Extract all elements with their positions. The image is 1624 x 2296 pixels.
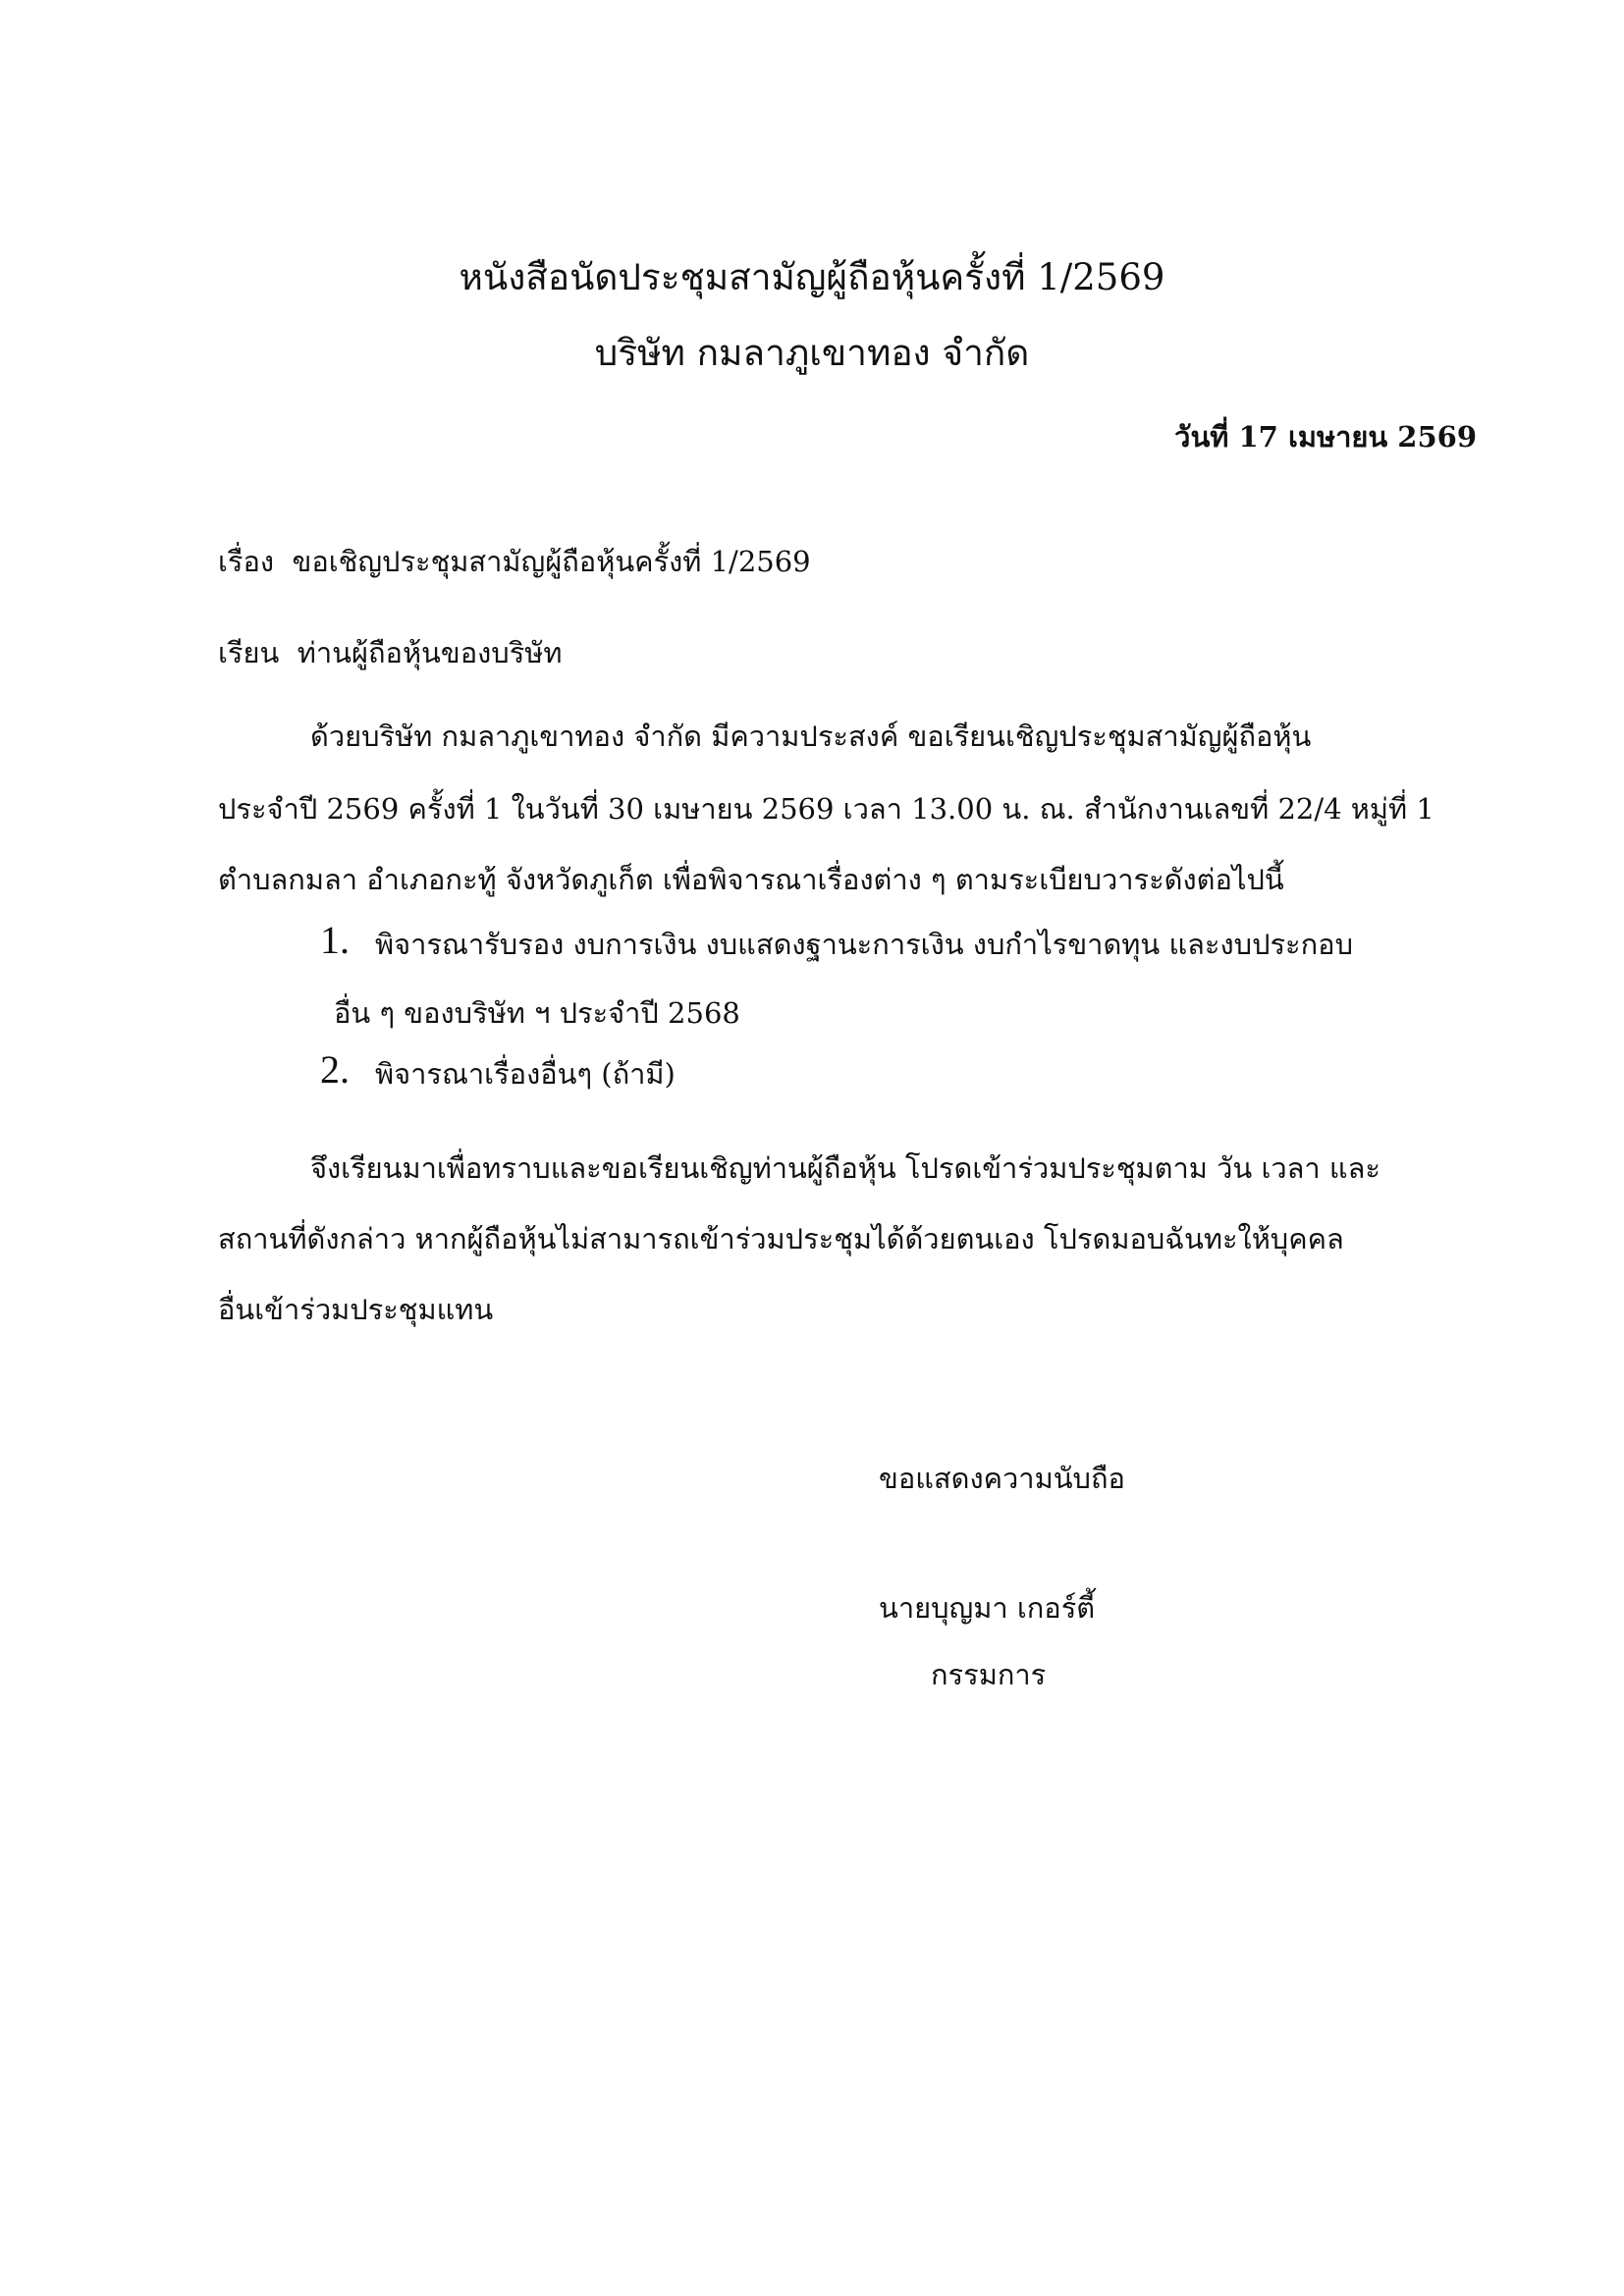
signer-position: กรรมการ [931,1658,1047,1691]
paragraph-1-line-2: ประจำปี 2569 ครั้งที่ 1 ในวันที่ 30 เมษายน 2569 เวลา 13.00 น. ณ. สำนักงานเลขที่ 22/4 หมู่ที่ 1 [218,792,1435,826]
subject-text: ขอเชิญประชุมสามัญผู้ถือหุ้นครั้งที่ 1/2569 [292,545,811,578]
recipient-line [218,633,563,672]
agenda-item-2-line-1: พิจารณาเรื่องอื่นๆ (ถ้ามี) [375,1057,676,1091]
paragraph-2-line-3: อื่นเข้าร่วมประชุมแทน [218,1293,494,1326]
paragraph-2-line-2: สถานที่ดังกล่าว หากผู้ถือหุ้นไม่สามารถเข้าร่วมประชุมได้ด้วยตนเอง โปรดมอบฉันทะให้บุคคล [218,1222,1344,1255]
signer-name: นายบุญมา เกอร์ตี้ [879,1591,1096,1625]
agenda-item-1-number: 1. [320,918,350,962]
agenda-item-2-number: 2. [320,1047,350,1092]
document-title: หนังสือนัดประชุมสามัญผู้ถือหุ้นครั้งที่ 1/2569 [459,256,1165,298]
closing-text: ขอแสดงความนับถือ [879,1462,1125,1495]
recipient-text: ท่านผู้ถือหุ้นของบริษัท [297,636,563,669]
subject-line [218,542,811,581]
paragraph-1-line-1: ด้วยบริษัท กมลาภูเขาทอง จำกัด มีความประสงค์ ขอเรียนเชิญประชุมสามัญผู้ถือหุ้น [310,720,1312,753]
paragraph-1-line-3: ตำบลกมลา อำเภอกะทู้ จังหวัดภูเก็ต เพื่อพิจารณาเรื่องต่าง ๆ ตามระเบียบวาระดังต่อไปนี้ [218,863,1284,896]
company-name: บริษัท กมลาภูเขาทอง จำกัด [594,332,1030,374]
agenda-item-1-line-1: พิจารณารับรอง งบการเงิน งบแสดงฐานะการเงิน งบกำไรขาดทุน และงบประกอบ [375,928,1354,961]
subject-label: เรื่อง [218,545,275,578]
agenda-item-1-line-2: อื่น ๆ ของบริษัท ฯ ประจำปี 2568 [334,996,740,1030]
document-date: วันที่ 17 เมษายน 2569 [1174,420,1477,454]
paragraph-2-line-1: จึงเรียนมาเพื่อทราบและขอเรียนเชิญท่านผู้ถือหุ้น โปรดเข้าร่วมประชุมตาม วัน เวลา และ [310,1151,1380,1185]
recipient-label: เรียน [218,636,280,669]
